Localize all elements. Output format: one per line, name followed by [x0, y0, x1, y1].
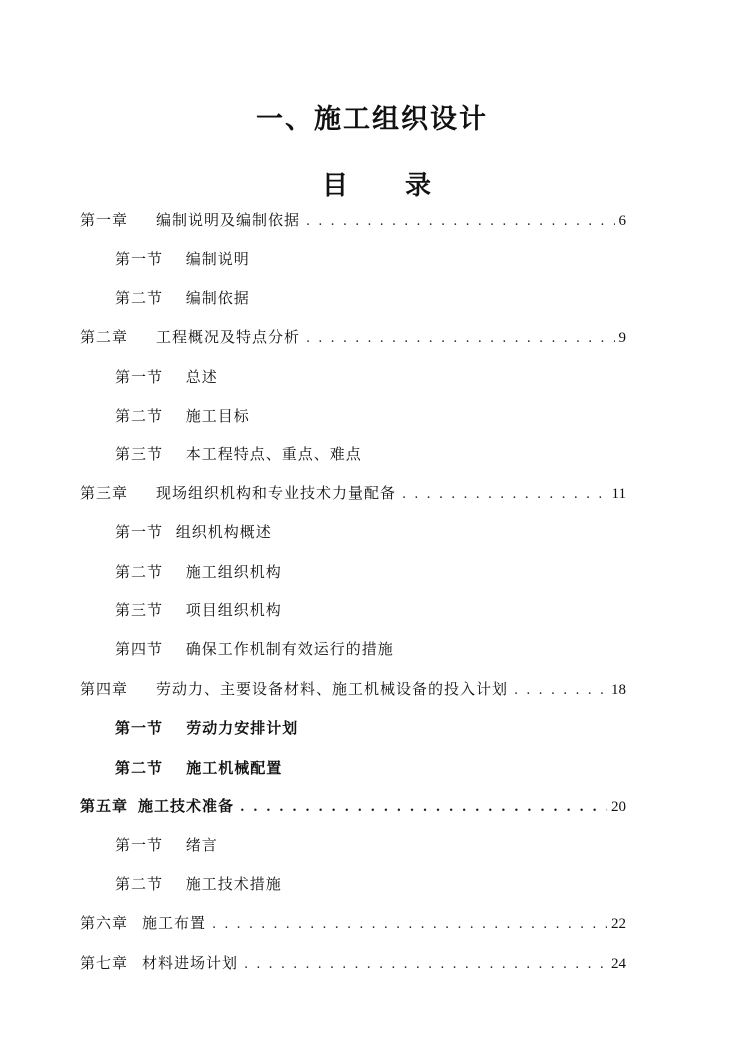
toc-entry-section[interactable] [115, 559, 615, 585]
toc-entry-section[interactable] [115, 441, 615, 467]
section-number: 第三节 [115, 601, 164, 619]
toc-entry-chapter-2[interactable] [80, 324, 626, 350]
section-title: 确保工作机制有效运行的措施 [185, 640, 394, 658]
chapter-title: 劳动力、主要设备材料、施工机械设备的投入计划 [156, 680, 509, 698]
page-number: 18 [611, 682, 626, 698]
section-number: 第一节 [115, 250, 164, 268]
section-number: 第一节 [115, 523, 164, 541]
section-number: 第一节 [115, 368, 164, 386]
section-number: 第二节 [115, 875, 164, 893]
section-title: 编制说明 [185, 250, 250, 268]
toc-entry-section[interactable] [115, 832, 615, 858]
toc-entry-chapter-1[interactable] [80, 207, 626, 233]
section-title: 项目组织机构 [185, 601, 282, 619]
section-title: 施工组织机构 [185, 563, 282, 581]
section-title: 组织机构概述 [175, 523, 272, 541]
section-number: 第二节 [115, 407, 164, 425]
section-number: 第二节 [115, 289, 164, 307]
chapter-title: 工程概况及特点分析 [156, 328, 301, 346]
section-number: 第一节 [115, 836, 164, 854]
document-title: 一、施工组织设计 [256, 104, 488, 135]
toc-entry-chapter-3[interactable] [80, 480, 626, 506]
chapter-number: 第七章 [80, 954, 129, 972]
section-title: 编制依据 [185, 289, 250, 307]
chapter-number: 第五章 [80, 797, 129, 815]
section-title: 施工机械配置 [186, 759, 283, 777]
page-number: 24 [611, 956, 626, 972]
section-title: 施工目标 [185, 407, 250, 425]
chapter-title: 施工技术准备 [138, 797, 235, 815]
chapter-number: 第二章 [80, 328, 129, 346]
section-number: 第四节 [115, 640, 164, 658]
toc-entry-section[interactable] [115, 871, 615, 897]
dot-leader [212, 912, 607, 938]
page-number: 11 [611, 486, 626, 502]
page-number: 9 [618, 330, 626, 346]
chapter-number: 第四章 [80, 680, 129, 698]
chapter-title: 施工布置 [142, 914, 207, 932]
section-title: 劳动力安排计划 [186, 719, 299, 737]
toc-entry-section[interactable] [115, 715, 615, 741]
dot-leader [514, 678, 607, 704]
toc-heading-left: 目 [322, 171, 349, 201]
dot-leader [244, 952, 607, 978]
chapter-title: 材料进场计划 [142, 954, 239, 972]
toc-entry-section[interactable] [115, 364, 615, 390]
section-number: 第三节 [115, 445, 164, 463]
toc-entry-section[interactable] [115, 519, 615, 545]
page-number: 22 [611, 916, 626, 932]
section-title: 施工技术措施 [185, 875, 282, 893]
toc-heading-right: 录 [405, 171, 432, 201]
toc-heading [0, 166, 744, 206]
toc-entry-section[interactable] [115, 755, 615, 781]
dot-leader [402, 482, 608, 508]
toc-entry-chapter-5[interactable] [80, 793, 626, 819]
chapter-number: 第一章 [80, 211, 129, 229]
dot-leader [306, 326, 614, 352]
section-title: 绪言 [185, 836, 218, 854]
toc-entry-section[interactable] [115, 246, 615, 272]
section-number: 第一节 [115, 719, 164, 737]
toc-entry-section[interactable] [115, 285, 615, 311]
chapter-number: 第三章 [80, 484, 129, 502]
dot-leader [240, 795, 607, 821]
toc-entry-section[interactable] [115, 403, 615, 429]
toc-entry-section[interactable] [115, 636, 615, 662]
chapter-title: 编制说明及编制依据 [156, 211, 301, 229]
page-number: 20 [611, 799, 626, 815]
section-number: 第二节 [115, 563, 164, 581]
page-number: 6 [618, 213, 626, 229]
toc-entry-chapter-7[interactable] [80, 950, 626, 976]
toc-entry-chapter-4[interactable] [80, 676, 626, 702]
section-title: 本工程特点、重点、难点 [185, 445, 362, 463]
toc-entry-chapter-6[interactable] [80, 910, 626, 936]
section-title: 总述 [185, 368, 218, 386]
dot-leader [306, 209, 614, 235]
toc-entry-section[interactable] [115, 597, 615, 623]
section-number: 第二节 [115, 759, 164, 777]
chapter-number: 第六章 [80, 914, 129, 932]
chapter-title: 现场组织机构和专业技术力量配备 [156, 484, 397, 502]
